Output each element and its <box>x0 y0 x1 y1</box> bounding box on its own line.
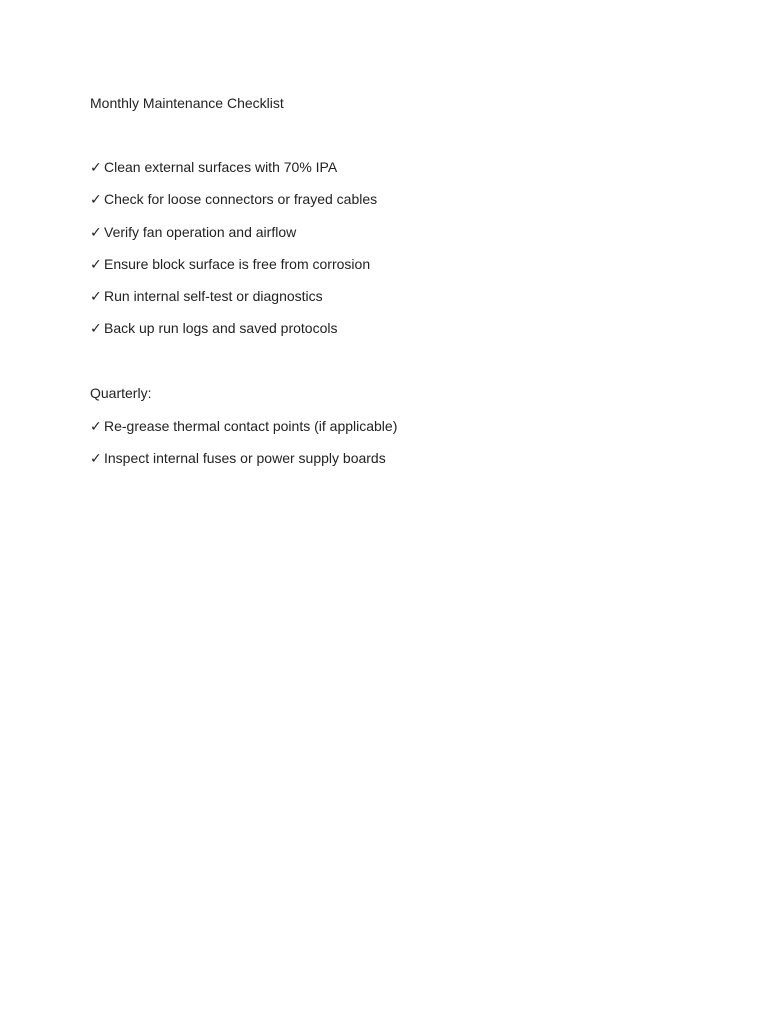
check-mark-icon: ✓ <box>90 450 102 467</box>
checklist-item <box>90 415 690 437</box>
check-mark-icon: ✓ <box>90 288 102 305</box>
spacer <box>90 114 690 156</box>
spacer <box>90 339 690 382</box>
checklist-item <box>90 188 690 210</box>
checklist-item-text: Verify fan operation and airflow <box>104 223 297 240</box>
checklist-item <box>90 285 690 307</box>
checklist-item <box>90 253 690 275</box>
checklist-item <box>90 317 690 339</box>
check-mark-icon: ✓ <box>90 417 102 434</box>
checklist-item-text: Back up run logs and saved protocols <box>104 320 338 337</box>
check-mark-icon: ✓ <box>90 191 102 208</box>
check-mark-icon: ✓ <box>90 255 102 272</box>
checklist-item-text: Inspect internal fuses or power supply boards <box>104 450 386 467</box>
document-title: Monthly Maintenance Checklist <box>90 95 284 111</box>
checklist-item <box>90 156 690 178</box>
checklist-item-text: Ensure block surface is free from corrosion <box>104 255 371 272</box>
checklist-item-text: Run internal self-test or diagnostics <box>104 288 323 305</box>
checklist-item <box>90 221 690 243</box>
document-body <box>90 92 690 469</box>
checklist-item-text: Re-grease thermal contact points (if applicable) <box>104 417 398 434</box>
check-mark-icon: ✓ <box>90 223 102 240</box>
check-mark-icon: ✓ <box>90 320 102 337</box>
checklist-item-text: Clean external surfaces with 70% IPA <box>104 159 338 175</box>
checklist-item-text: Check for loose connectors or frayed cables <box>104 191 378 208</box>
check-mark-icon: ✓ <box>90 159 102 175</box>
checklist-item <box>90 447 690 469</box>
monthly-checklist <box>90 156 690 339</box>
quarterly-checklist <box>90 415 690 469</box>
quarterly-heading: Quarterly: <box>90 385 152 402</box>
